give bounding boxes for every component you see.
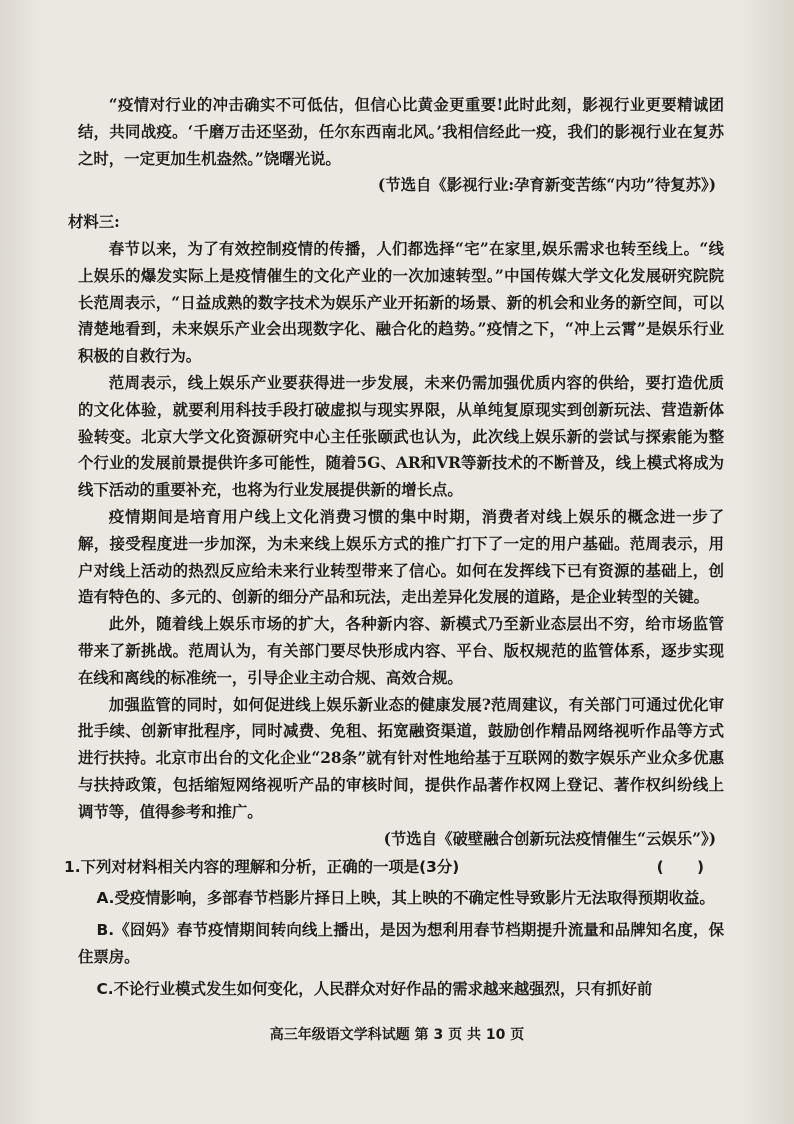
- page-footer: 高三年级语文学科试题 第 3 页 共 10 页: [269, 1027, 525, 1043]
- top-paragraph: “疫情对行业的冲击确实不可低估，但信心比黄金更重要!此时此刻，影视行业更要精诚团结，共同战疫。‘千磨万击还坚劲，任尔东西南北风。’我相信经此一疫，我们的影视行业在复苏之时，一定更加生机盎然。”饶曙光说。: [78, 96, 724, 168]
- question-option-c: C.不论行业模式发生如何变化，人民群众对好作品的需求越来越强烈，只有抓好前: [96, 979, 653, 998]
- question-one-text: 1.下列对材料相关内容的理解和分析，正确的一项是(3分): [64, 858, 460, 877]
- material-three-paragraph: 加强监管的同时，如何促进线上娱乐新业态的健康发展?范周建议，有关部门可通过优化审批手续、创新审批程序，同时减费、免租、拓宽融资渠道，鼓励创作精品网络视听作品等方式进行扶持。北京市出台的文化企业“28条”就有针对性地给基于互联网的数字娱乐产业众多优惠与扶持政策，包括缩短网络视听产品的审核时间，提供作品著作权网上登记、著作权纠纷线上调节等，值得参考和推广。: [78, 695, 724, 821]
- question-option-b: B.《囧妈》春节疫情期间转向线上播出，是因为想利用春节档期提升流量和品牌知名度，保住票房。: [78, 920, 724, 967]
- question-option-a: A.受疫情影响，多部春节档影片择日上映，其上映的不确定性导致影片无法取得预期收益。: [96, 889, 715, 908]
- question-one-stem: [64, 854, 724, 881]
- answer-parentheses: ( ): [656, 858, 718, 877]
- material-three-heading: 材料三:: [68, 213, 120, 232]
- material-three-paragraph: 范周表示，线上娱乐产业要获得进一步发展，未来仍需加强优质内容的供给，要打造优质的文化体验，就要利用科技手段打破虚拟与现实界限，从单纯复原现实到创新玩法、营造新体验转变。北京大学文化资源研究中心主任张颐武也认为，此次线上娱乐新的尝试与探索能为整个行业的发展前景提供许多可能性，随着5G、AR和VR等新技术的不断普及，线上模式将成为线下活动的重要补充，也将为行业发展提供新的增长点。: [78, 373, 724, 500]
- material-three-source-citation: (节选自《破壁融合创新玩法疫情催生“云娱乐”》): [383, 829, 716, 848]
- material-three-paragraph: 此外，随着线上娱乐市场的扩大，各种新内容、新模式乃至新业态层出不穷，给市场监管带来了新挑战。范周认为，有关部门要尽快形成内容、平台、版权规范的监管体系，逐步实现在线和离线的标准统一，引导企业主动合规、高效合规。: [78, 615, 724, 687]
- material-three-paragraph: 疫情期间是培育用户线上文化消费习惯的集中时期，消费者对线上娱乐的概念进一步了解，接受程度进一步加深，为未来线上娱乐方式的推广打下了一定的用户基础。范周表示，用户对线上活动的热烈反应给未来行业转型带来了信心。如何在发挥线下已有资源的基础上，创造有特色的、多元的、创新的细分产品和玩法，走出差异化发展的道路，是企业转型的关键。: [78, 507, 724, 607]
- material-three-paragraph: 春节以来，为了有效控制疫情的传播，人们都选择“宅”在家里,娱乐需求也转至线上。“线上娱乐的爆发实际上是疫情催生的文化产业的一次加速转型。”中国传媒大学文化发展研究院院长范周表示，“日益成熟的数字技术为娱乐产业开拓新的场景、新的机会和业务的新空间，可以清楚地看到，未来娱乐产业会出现数字化、融合化的趋势。”疫情之下，“冲上云霄”是娱乐行业积极的自救行为。: [78, 239, 724, 366]
- top-source-citation: (节选自《影视行业:孕育新变苦练“内功”待复苏》): [377, 176, 716, 195]
